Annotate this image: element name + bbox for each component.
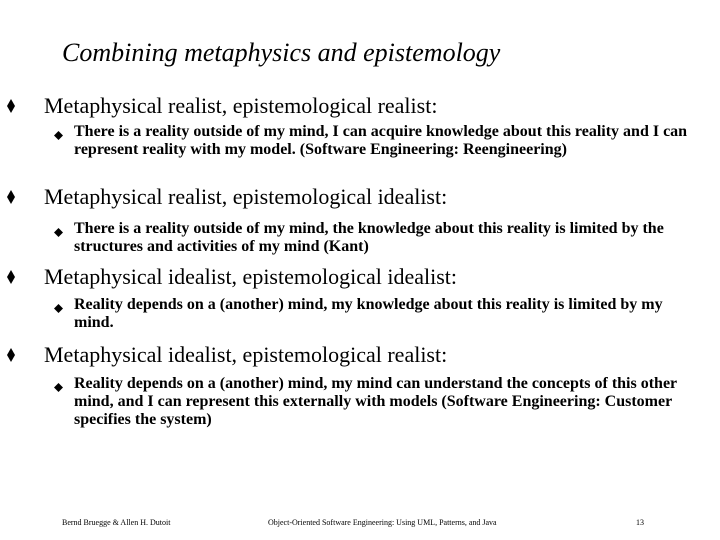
bullet-label: Metaphysical idealist, epistemological idealist: <box>44 264 458 289</box>
sub-bullet-text: Reality depends on a (another) mind, my knowledge about this reality is limited by my mind. <box>74 296 663 331</box>
bullet-label: Metaphysical realist, epistemological realist: <box>44 93 438 118</box>
sub-bullet-text: There is a reality outside of my mind, the knowledge about this reality is limited by the structures and activities of my mind (Kant) <box>74 220 664 255</box>
small-diamond-bullet-icon <box>54 224 63 242</box>
footer-authors: Bernd Bruegge & Allen H. Dutoit <box>62 518 171 527</box>
bullet-label: Metaphysical idealist, epistemological realist: <box>44 342 448 367</box>
footer-book-title: Object-Oriented Software Engineering: Using UML, Patterns, and Java <box>268 518 497 527</box>
bullet-label: Metaphysical realist, epistemological idealist: <box>44 184 448 209</box>
small-diamond-bullet-icon <box>54 379 63 397</box>
slide-title: Combining metaphysics and epistemology <box>62 38 501 67</box>
small-diamond-bullet-icon <box>54 127 63 145</box>
sub-bullet-text: Reality depends on a (another) mind, my mind can understand the concepts of this other mind, and I can represent this externally with models (Software Engineering: Customer specifies the system) <box>74 375 677 428</box>
sub-bullet-text: There is a reality outside of my mind, I can acquire knowledge about this reality and I can represent reality with my model. (Software Engineering: Reengineering) <box>74 123 688 158</box>
small-diamond-bullet-icon <box>54 300 63 318</box>
footer-page-number: 13 <box>636 518 644 527</box>
